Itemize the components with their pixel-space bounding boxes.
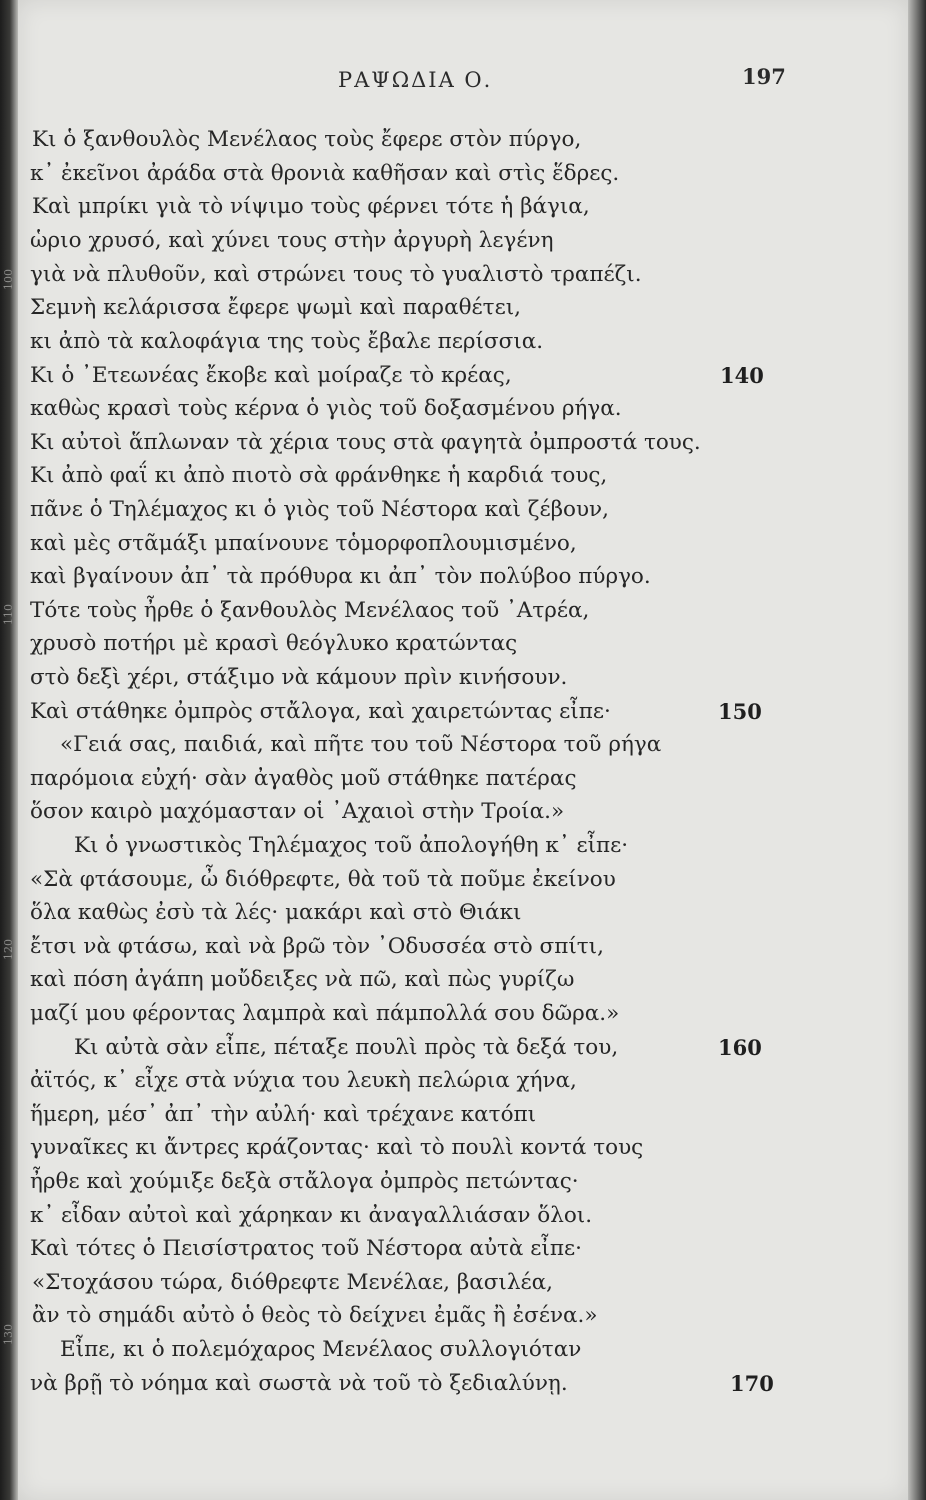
margin-line-number: 130 [2, 1324, 15, 1345]
verse-line: καὶ βγαίνουν ἀπ᾽ τὰ πρόθυρα κι ἀπ᾽ τὸν πολύβοο πύργο. [30, 564, 651, 589]
verse-line: καὶ πόση ἀγάπη μοὔδειξες νὰ πῶ, καὶ πὼς γυρίζω [30, 967, 575, 992]
verse-line: Κι αὐτοὶ ἅπλωναν τὰ χέρια τους στὰ φαγητὰ ὀμπροστά τους. [30, 430, 701, 455]
verse-line: Καὶ μπρίκι γιὰ τὸ νίψιμο τοὺς φέρνει τότε ἡ βάγια, [32, 194, 590, 219]
verse-line: ὅσον καιρὸ μαχόμασταν οἱ ᾽Αχαιοὶ στὴν Τροία.» [30, 799, 565, 824]
verse-line: «Στοχάσου τώρα, διόθρεφτε Μενέλαε, βασιλέα, [32, 1270, 553, 1295]
verse-line: πᾶνε ὁ Τηλέμαχος κι ὁ γιὸς τοῦ Νέστορα καὶ ζέβουν, [30, 497, 609, 522]
page-edge-shadow [908, 0, 926, 1500]
verse-line: Κι ὁ ξανθουλὸς Μενέλαος τοὺς ἔφερε στὸν πύργο, [32, 127, 582, 152]
verse-line: ἂν τὸ σημάδι αὐτὸ ὁ θεὸς τὸ δείχνει ἐμᾶς ἢ ἐσένα.» [32, 1303, 598, 1328]
verse-line: γυναῖκες κι ἄντρες κράζοντας· καὶ τὸ πουλὶ κοντά τους [30, 1135, 644, 1160]
verse-line: κ᾽ ἐκεῖνοι ἀράδα στὰ θρονιὰ καθῆσαν καὶ στὶς ἕδρες. [30, 161, 620, 186]
verse-line: ὅλα καθὼς ἐσὺ τὰ λές· μακάρι καὶ στὸ Θιάκι [30, 900, 522, 925]
verse-line: κ᾽ εἶδαν αὐτοὶ καὶ χάρηκαν κι ἀναγαλλιάσαν ὅλοι. [30, 1203, 593, 1228]
verse-line: Τότε τοὺς ἦρθε ὁ ξανθουλὸς Μενέλαος τοῦ ᾽Ατρέα, [30, 598, 590, 623]
verse-line: καθὼς κρασὶ τοὺς κέρνα ὁ γιὸς τοῦ δοξασμένου ρήγα. [30, 396, 622, 421]
margin-line-number: 100 [2, 269, 15, 290]
verse-line: νὰ βρῇ τὸ νόημα καὶ σωστὰ νὰ τοῦ τὸ ξεδιαλύνῃ. [30, 1371, 568, 1396]
verse-line: κι ἀπὸ τὰ καλοφάγια της τοὺς ἔβαλε περίσσια. [30, 329, 544, 354]
verse-line: Εἶπε, κι ὁ πολεμόχαρος Μενέλαος συλλογιόταν [60, 1337, 582, 1362]
verse-line: ἔτσι νὰ φτάσω, καὶ νὰ βρῶ τὸν ᾽Οδυσσέα στὸ σπίτι, [30, 934, 604, 959]
chapter-title: ΡΑΨΩΔΙΑ Ο. [338, 68, 493, 92]
verse-line: Καὶ τότες ὁ Πεισίστρατος τοῦ Νέστορα αὐτὰ εἶπε· [30, 1236, 582, 1261]
line-number: 160 [718, 1035, 762, 1060]
verse-line: Κι ὁ ᾽Ετεωνέας ἔκοβε καὶ μοίραζε τὸ κρέας, [30, 363, 512, 388]
page-number: 197 [742, 64, 786, 89]
verse-line: χρυσὸ ποτήρι μὲ κρασὶ θεόγλυκο κρατώντας [30, 631, 518, 656]
verse-line: Κι ἀπὸ φαΐ κι ἀπὸ πιοτὸ σὰ φράνθηκε ἡ καρδιά τους, [30, 463, 608, 488]
line-number: 140 [720, 363, 764, 388]
verse-line: ἦρθε καὶ χούμιξε δεξὰ στἄλογα ὀμπρὸς πετώντας· [30, 1169, 579, 1194]
verse-line: «Γειά σας, παιδιά, καὶ πῆτε του τοῦ Νέστορα τοῦ ρήγα [60, 732, 662, 757]
line-number: 170 [730, 1371, 774, 1396]
verse-line: ὡριο χρυσό, καὶ χύνει τους στὴν ἀργυρὴ λεγένη [30, 228, 554, 253]
verse-line: ἀϊτός, κ᾽ εἶχε στὰ νύχια του λευκὴ πελώρια χήνα, [30, 1068, 577, 1093]
verse-line: Καὶ στάθηκε ὀμπρὸς στἄλογα, καὶ χαιρετώντας εἶπε· [30, 699, 611, 724]
line-number: 150 [718, 699, 762, 724]
verse-line: μαζί μου φέροντας λαμπρὰ καὶ πάμπολλά σου δῶρα.» [30, 1001, 620, 1026]
verse-line: καὶ μὲς στᾶμάξι μπαίνουνε τὁμορφοπλουμισμένο, [30, 531, 577, 556]
verse-line: «Σὰ φτάσουμε, ὦ διόθρεφτε, θὰ τοῦ τὰ ποῦμε ἐκείνου [30, 867, 616, 892]
verse-line: ἥμερη, μέσ᾽ ἀπ᾽ τὴν αὐλή· καὶ τρέχανε κατόπι [30, 1102, 537, 1127]
verse-line: Κι αὐτὰ σὰν εἶπε, πέταξε πουλὶ πρὸς τὰ δεξά του, [74, 1035, 619, 1060]
verse-line: Σεμνὴ κελάρισσα ἔφερε ψωμὶ καὶ παραθέτει, [30, 295, 521, 320]
margin-line-number: 110 [2, 604, 15, 625]
verse-line: παρόμοια εὐχή· σὰν ἀγαθὸς μοῦ στάθηκε πατέρας [30, 766, 577, 791]
margin-line-number: 120 [2, 939, 15, 960]
verse-line: γιὰ νὰ πλυθοῦν, καὶ στρώνει τους τὸ γυαλιστὸ τραπέζι. [30, 262, 642, 287]
running-header [18, 60, 908, 100]
verse-line: στὸ δεξὶ χέρι, στάξιμο νὰ κάμουν πρὶν κινήσουν. [30, 665, 568, 690]
book-spine-shadow [0, 0, 18, 1500]
verse-line: Κι ὁ γνωστικὸς Τηλέμαχος τοῦ ἀπολογήθη κ᾽ εἶπε· [74, 833, 629, 858]
